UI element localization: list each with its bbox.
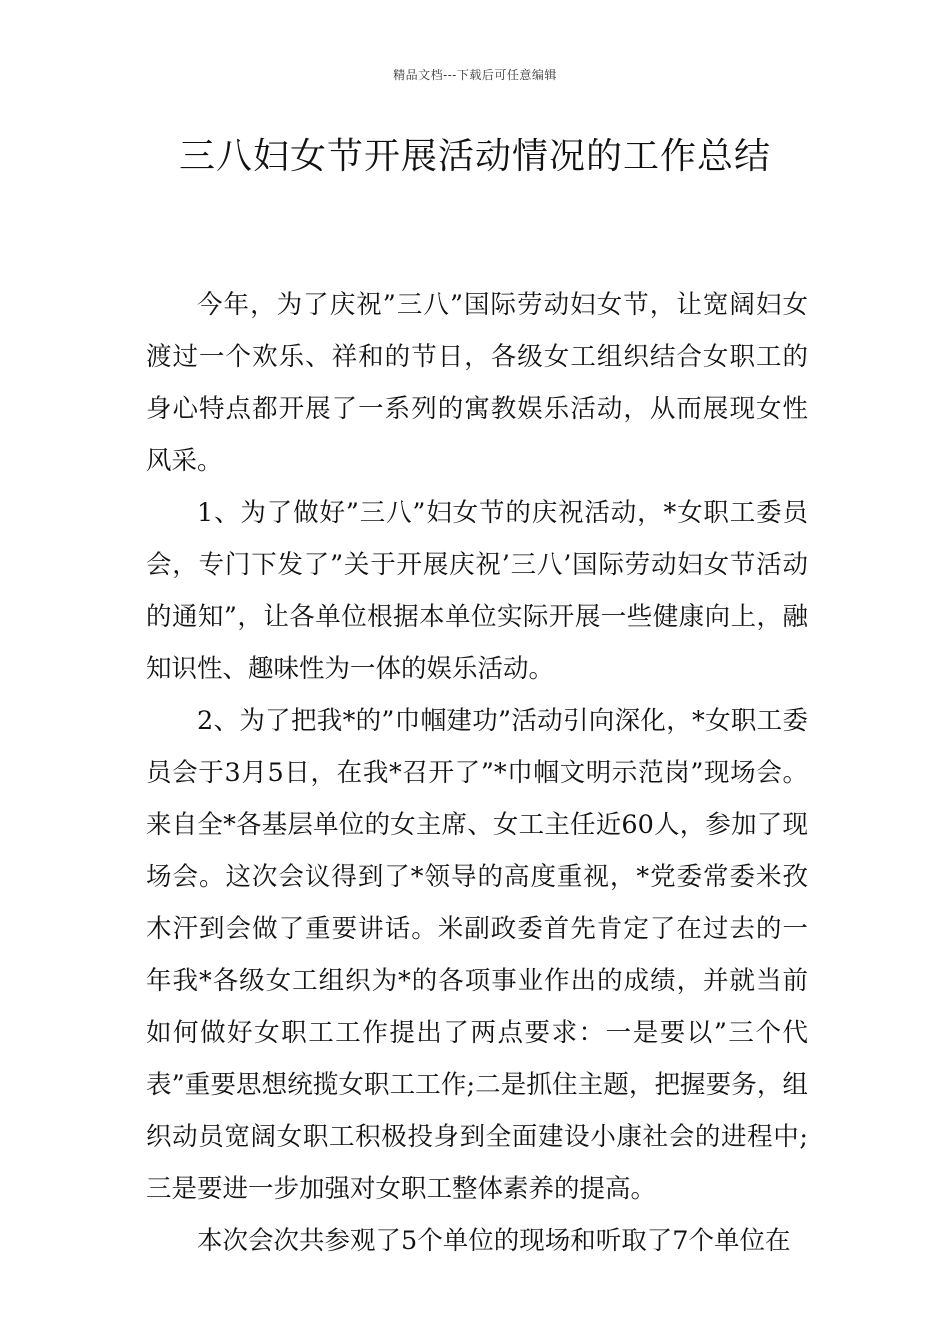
paragraph-item-1: 1、为了做好”三八”妇女节的庆祝活动，*女职工委员会，专门下发了”关于开展庆祝’三八’国际劳动妇女节活动的通知”，让各单位根据本单位实际开展一些健康向上，融知识性、趣味性为一体的娱乐活动。 (146, 498, 808, 684)
document-body (146, 279, 808, 1267)
paragraph-continuation: 本次会次共参观了5个单位的现场和听取了7个单位在 (197, 1226, 791, 1256)
paragraph-intro: 今年，为了庆祝”三八”国际劳动妇女节，让宽阔妇女渡过一个欢乐、祥和的节日，各级女工组织结合女职工的身心特点都开展了一系列的寓教娱乐活动，从而展现女性风采。 (146, 290, 808, 476)
header-note: 精品文档---下载后可任意编辑 (393, 68, 557, 82)
paragraph-item-2: 2、为了把我*的”巾帼建功”活动引向深化，*女职工委员会于3月5日，在我*召开了”*巾帼文明示范岗”现场会。来自全*各基层单位的女主席、女工主任近60人，参加了现场会。这次会议得到了*领导的高度重视，*党委常委米孜木汗到会做了重要讲话。米副政委首先肯定了在过去的一年我*各级女工组织为*的各项事业作出的成绩，并就当前如何做好女职工工作提出了两点要求：一是要以”三个代表”重要思想统揽女职工工作;二是抓住主题，把握要务，组织动员宽阔女职工积极投身到全面建设小康社会的进程中;三是要进一步加强对女职工整体素养的提高。 (146, 706, 808, 1204)
document-title: 三八妇女节开展活动情况的工作总结 (178, 136, 771, 177)
